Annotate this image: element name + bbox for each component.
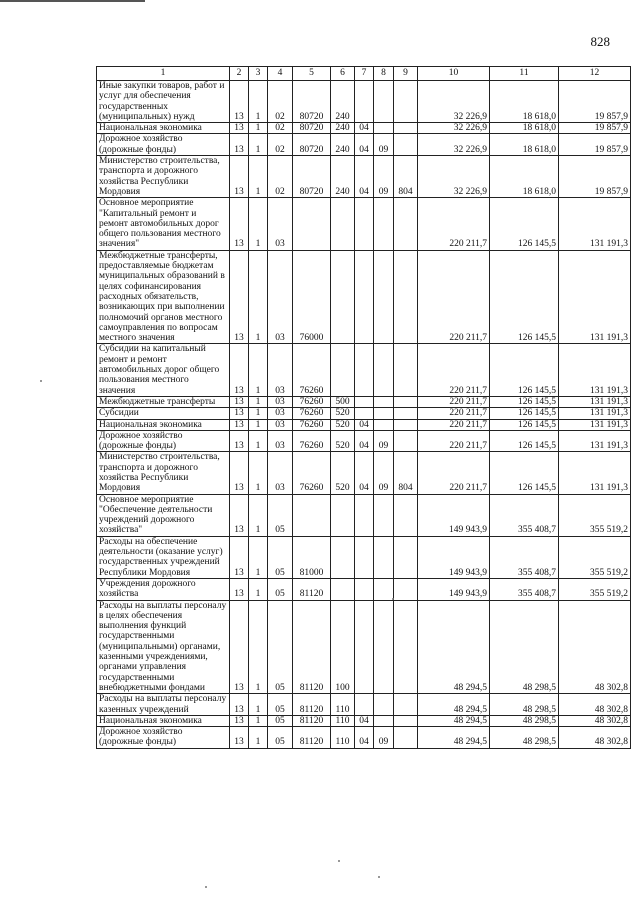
code-cell-9 <box>394 694 418 716</box>
code-cell-6 <box>331 578 355 600</box>
amount-cell-11: 18 618,0 <box>490 123 559 134</box>
row-name-cell: Расходы на обеспечение деятельности (оказание услуг) государственных учреждений Республики Мордовия <box>97 536 230 578</box>
code-cell-9 <box>394 536 418 578</box>
table-row <box>97 134 631 156</box>
amount-cell-11: 18 618,0 <box>490 156 559 198</box>
scan-edge-line <box>0 0 145 2</box>
amount-cell-12: 355 519,2 <box>559 578 631 600</box>
table-row <box>97 430 631 452</box>
code-cell-5: 76260 <box>293 344 331 396</box>
code-cell-6: 240 <box>331 81 355 123</box>
code-cell-4: 05 <box>268 694 293 716</box>
code-cell-6: 240 <box>331 134 355 156</box>
page-number: 828 <box>590 34 610 49</box>
amount-cell-11: 126 145,5 <box>490 452 559 494</box>
code-cell-3: 1 <box>249 600 268 694</box>
column-header-7: 7 <box>355 67 374 81</box>
code-cell-3: 1 <box>249 419 268 430</box>
code-cell-4: 02 <box>268 156 293 198</box>
table-row <box>97 715 631 726</box>
code-cell-9 <box>394 396 418 407</box>
amount-cell-11: 126 145,5 <box>490 419 559 430</box>
code-cell-2: 13 <box>230 123 249 134</box>
code-cell-8: 09 <box>374 727 394 749</box>
amount-cell-12: 48 302,8 <box>559 694 631 716</box>
code-cell-8 <box>374 250 394 344</box>
row-name-cell: Национальная экономика <box>97 419 230 430</box>
amount-cell-12: 19 857,9 <box>559 123 631 134</box>
code-cell-3: 1 <box>249 536 268 578</box>
column-header-6: 6 <box>331 67 355 81</box>
code-cell-5: 76260 <box>293 452 331 494</box>
code-cell-9 <box>394 600 418 694</box>
code-cell-5 <box>293 198 331 250</box>
code-cell-7: 04 <box>355 134 374 156</box>
amount-cell-12: 131 191,3 <box>559 419 631 430</box>
amount-cell-10: 220 211,7 <box>418 408 490 419</box>
amount-cell-12: 131 191,3 <box>559 408 631 419</box>
code-cell-3: 1 <box>249 578 268 600</box>
column-header-8: 8 <box>374 67 394 81</box>
amount-cell-11: 48 298,5 <box>490 694 559 716</box>
code-cell-2: 13 <box>230 344 249 396</box>
amount-cell-10: 220 211,7 <box>418 452 490 494</box>
row-name-cell: Дорожное хозяйство (дорожные фонды) <box>97 727 230 749</box>
table-row <box>97 494 631 536</box>
code-cell-2: 13 <box>230 452 249 494</box>
code-cell-5: 76260 <box>293 430 331 452</box>
code-cell-3: 1 <box>249 123 268 134</box>
row-name-cell: Национальная экономика <box>97 715 230 726</box>
code-cell-8 <box>374 694 394 716</box>
amount-cell-10: 149 943,9 <box>418 494 490 536</box>
amount-cell-12: 131 191,3 <box>559 396 631 407</box>
code-cell-2: 13 <box>230 81 249 123</box>
code-cell-4: 05 <box>268 536 293 578</box>
code-cell-9 <box>394 81 418 123</box>
amount-cell-10: 48 294,5 <box>418 600 490 694</box>
code-cell-2: 13 <box>230 430 249 452</box>
code-cell-7 <box>355 536 374 578</box>
code-cell-4: 02 <box>268 134 293 156</box>
row-name-cell: Межбюджетные трансферты <box>97 396 230 407</box>
code-cell-5: 81000 <box>293 536 331 578</box>
row-name-cell: Национальная экономика <box>97 123 230 134</box>
code-cell-7 <box>355 408 374 419</box>
table-row <box>97 396 631 407</box>
amount-cell-10: 149 943,9 <box>418 578 490 600</box>
code-cell-9: 804 <box>394 156 418 198</box>
column-header-11: 11 <box>490 67 559 81</box>
code-cell-9 <box>394 408 418 419</box>
amount-cell-11: 126 145,5 <box>490 408 559 419</box>
code-cell-8 <box>374 396 394 407</box>
amount-cell-12: 355 519,2 <box>559 494 631 536</box>
code-cell-9 <box>394 578 418 600</box>
scan-speck <box>392 598 394 600</box>
code-cell-4: 03 <box>268 452 293 494</box>
row-name-cell: Дорожное хозяйство (дорожные фонды) <box>97 430 230 452</box>
code-cell-9 <box>394 494 418 536</box>
column-header-2: 2 <box>230 67 249 81</box>
row-name-cell: Субсидии на капитальный ремонт и ремонт автомобильных дорог общего пользования местного значения <box>97 344 230 396</box>
table-row <box>97 250 631 344</box>
amount-cell-11: 355 408,7 <box>490 578 559 600</box>
amount-cell-12: 131 191,3 <box>559 198 631 250</box>
code-cell-4: 05 <box>268 600 293 694</box>
row-name-cell: Межбюджетные трансферты, предоставляемые бюджетам муниципальных образований в целях софинансирования расходных обязательств, возникающих при выполнении полномочий органов местного самоуправления по вопросам местного значения <box>97 250 230 344</box>
column-header-4: 4 <box>268 67 293 81</box>
code-cell-4: 05 <box>268 727 293 749</box>
table-row <box>97 536 631 578</box>
code-cell-5: 81120 <box>293 578 331 600</box>
table-row <box>97 344 631 396</box>
amount-cell-10: 32 226,9 <box>418 134 490 156</box>
code-cell-2: 13 <box>230 694 249 716</box>
amount-cell-10: 32 226,9 <box>418 156 490 198</box>
code-cell-4: 03 <box>268 396 293 407</box>
table-row <box>97 81 631 123</box>
code-cell-8: 09 <box>374 156 394 198</box>
code-cell-2: 13 <box>230 408 249 419</box>
table-row <box>97 452 631 494</box>
code-cell-6 <box>331 536 355 578</box>
code-cell-3: 1 <box>249 344 268 396</box>
table-row <box>97 694 631 716</box>
row-name-cell: Иные закупки товаров, работ и услуг для обеспечения государственных (муниципальных) нужд <box>97 81 230 123</box>
row-name-cell: Дорожное хозяйство (дорожные фонды) <box>97 134 230 156</box>
amount-cell-12: 19 857,9 <box>559 81 631 123</box>
code-cell-3: 1 <box>249 198 268 250</box>
code-cell-9 <box>394 344 418 396</box>
code-cell-8 <box>374 419 394 430</box>
code-cell-8 <box>374 408 394 419</box>
code-cell-8: 09 <box>374 430 394 452</box>
amount-cell-12: 131 191,3 <box>559 452 631 494</box>
code-cell-5: 81120 <box>293 727 331 749</box>
code-cell-2: 13 <box>230 578 249 600</box>
table-row <box>97 123 631 134</box>
code-cell-5: 80720 <box>293 134 331 156</box>
code-cell-3: 1 <box>249 134 268 156</box>
code-cell-5: 80720 <box>293 81 331 123</box>
table-row <box>97 419 631 430</box>
code-cell-7 <box>355 198 374 250</box>
code-cell-9 <box>394 430 418 452</box>
code-cell-5: 81120 <box>293 600 331 694</box>
code-cell-2: 13 <box>230 396 249 407</box>
code-cell-8 <box>374 578 394 600</box>
code-cell-7: 04 <box>355 452 374 494</box>
table-row <box>97 727 631 749</box>
code-cell-4: 03 <box>268 250 293 344</box>
code-cell-3: 1 <box>249 694 268 716</box>
code-cell-5: 76260 <box>293 419 331 430</box>
code-cell-2: 13 <box>230 727 249 749</box>
code-cell-3: 1 <box>249 250 268 344</box>
code-cell-9 <box>394 727 418 749</box>
code-cell-8 <box>374 715 394 726</box>
amount-cell-12: 19 857,9 <box>559 156 631 198</box>
code-cell-2: 13 <box>230 600 249 694</box>
amount-cell-11: 355 408,7 <box>490 494 559 536</box>
code-cell-8 <box>374 198 394 250</box>
row-name-cell: Министерство строительства, транспорта и дорожного хозяйства Республики Мордовия <box>97 452 230 494</box>
code-cell-3: 1 <box>249 727 268 749</box>
code-cell-2: 13 <box>230 134 249 156</box>
amount-cell-12: 48 302,8 <box>559 600 631 694</box>
table-row <box>97 198 631 250</box>
code-cell-6: 110 <box>331 715 355 726</box>
code-cell-4: 02 <box>268 123 293 134</box>
code-cell-2: 13 <box>230 156 249 198</box>
code-cell-7: 04 <box>355 156 374 198</box>
code-cell-6: 520 <box>331 419 355 430</box>
amount-cell-10: 149 943,9 <box>418 536 490 578</box>
amount-cell-10: 220 211,7 <box>418 396 490 407</box>
code-cell-2: 13 <box>230 536 249 578</box>
code-cell-2: 13 <box>230 715 249 726</box>
code-cell-6 <box>331 250 355 344</box>
table-row <box>97 600 631 694</box>
amount-cell-10: 32 226,9 <box>418 81 490 123</box>
code-cell-9 <box>394 715 418 726</box>
code-cell-9 <box>394 250 418 344</box>
code-cell-4: 03 <box>268 198 293 250</box>
amount-cell-11: 126 145,5 <box>490 250 559 344</box>
code-cell-9 <box>394 419 418 430</box>
code-cell-9: 804 <box>394 452 418 494</box>
amount-cell-11: 18 618,0 <box>490 81 559 123</box>
code-cell-3: 1 <box>249 408 268 419</box>
code-cell-5: 81120 <box>293 694 331 716</box>
amount-cell-12: 48 302,8 <box>559 727 631 749</box>
column-header-3: 3 <box>249 67 268 81</box>
code-cell-7: 04 <box>355 727 374 749</box>
amount-cell-10: 48 294,5 <box>418 727 490 749</box>
amount-cell-10: 48 294,5 <box>418 715 490 726</box>
code-cell-7 <box>355 494 374 536</box>
amount-cell-11: 126 145,5 <box>490 430 559 452</box>
code-cell-6: 520 <box>331 408 355 419</box>
amount-cell-10: 220 211,7 <box>418 419 490 430</box>
code-cell-4: 03 <box>268 430 293 452</box>
code-cell-9 <box>394 123 418 134</box>
code-cell-6 <box>331 494 355 536</box>
code-cell-6: 110 <box>331 694 355 716</box>
amount-cell-12: 355 519,2 <box>559 536 631 578</box>
amount-cell-11: 355 408,7 <box>490 536 559 578</box>
amount-cell-11: 126 145,5 <box>490 198 559 250</box>
column-header-10: 10 <box>418 67 490 81</box>
scan-speck <box>338 860 340 862</box>
row-name-cell: Учреждения дорожного хозяйства <box>97 578 230 600</box>
code-cell-4: 03 <box>268 408 293 419</box>
code-cell-7 <box>355 694 374 716</box>
table-row <box>97 156 631 198</box>
amount-cell-10: 220 211,7 <box>418 344 490 396</box>
code-cell-6: 500 <box>331 396 355 407</box>
code-cell-3: 1 <box>249 452 268 494</box>
table-header-row <box>97 67 631 81</box>
code-cell-6: 240 <box>331 123 355 134</box>
code-cell-4: 05 <box>268 715 293 726</box>
amount-cell-10: 48 294,5 <box>418 694 490 716</box>
code-cell-4: 05 <box>268 494 293 536</box>
code-cell-6: 240 <box>331 156 355 198</box>
column-header-5: 5 <box>293 67 331 81</box>
row-name-cell: Субсидии <box>97 408 230 419</box>
code-cell-3: 1 <box>249 81 268 123</box>
amount-cell-11: 48 298,5 <box>490 715 559 726</box>
code-cell-3: 1 <box>249 396 268 407</box>
row-name-cell: Расходы на выплаты персоналу в целях обеспечения выполнения функций государственными (муниципальными) органами, казенными учреждениями, органами управления государственными внебюджетными фондами <box>97 600 230 694</box>
amount-cell-12: 131 191,3 <box>559 250 631 344</box>
code-cell-6 <box>331 344 355 396</box>
code-cell-6: 520 <box>331 452 355 494</box>
code-cell-8 <box>374 344 394 396</box>
code-cell-5: 76260 <box>293 408 331 419</box>
code-cell-5 <box>293 494 331 536</box>
amount-cell-10: 32 226,9 <box>418 123 490 134</box>
scan-speck <box>205 886 207 888</box>
code-cell-5: 80720 <box>293 123 331 134</box>
code-cell-8: 09 <box>374 452 394 494</box>
amount-cell-10: 220 211,7 <box>418 198 490 250</box>
amount-cell-12: 131 191,3 <box>559 430 631 452</box>
scan-speck <box>378 876 380 878</box>
code-cell-7: 04 <box>355 123 374 134</box>
code-cell-9 <box>394 134 418 156</box>
code-cell-6 <box>331 198 355 250</box>
code-cell-8: 09 <box>374 134 394 156</box>
code-cell-8 <box>374 123 394 134</box>
code-cell-7: 04 <box>355 430 374 452</box>
code-cell-2: 13 <box>230 250 249 344</box>
code-cell-7 <box>355 250 374 344</box>
code-cell-4: 03 <box>268 344 293 396</box>
row-name-cell: Расходы на выплаты персоналу казенных учреждений <box>97 694 230 716</box>
code-cell-3: 1 <box>249 715 268 726</box>
amount-cell-10: 220 211,7 <box>418 250 490 344</box>
code-cell-7: 04 <box>355 715 374 726</box>
code-cell-8 <box>374 494 394 536</box>
code-cell-7: 04 <box>355 419 374 430</box>
amount-cell-12: 19 857,9 <box>559 134 631 156</box>
code-cell-6: 100 <box>331 600 355 694</box>
code-cell-8 <box>374 81 394 123</box>
code-cell-6: 110 <box>331 727 355 749</box>
code-cell-3: 1 <box>249 430 268 452</box>
table-row <box>97 578 631 600</box>
code-cell-7 <box>355 600 374 694</box>
column-header-9: 9 <box>394 67 418 81</box>
amount-cell-12: 48 302,8 <box>559 715 631 726</box>
code-cell-4: 02 <box>268 81 293 123</box>
code-cell-5: 76000 <box>293 250 331 344</box>
amount-cell-11: 18 618,0 <box>490 134 559 156</box>
code-cell-7 <box>355 81 374 123</box>
table-row <box>97 408 631 419</box>
row-name-cell: Основное мероприятие "Обеспечение деятельности учреждений дорожного хозяйства" <box>97 494 230 536</box>
row-name-cell: Министерство строительства, транспорта и дорожного хозяйства Республики Мордовия <box>97 156 230 198</box>
amount-cell-10: 220 211,7 <box>418 430 490 452</box>
amount-cell-11: 126 145,5 <box>490 344 559 396</box>
code-cell-7 <box>355 578 374 600</box>
code-cell-8 <box>374 600 394 694</box>
column-header-12: 12 <box>559 67 631 81</box>
code-cell-9 <box>394 198 418 250</box>
row-name-cell: Основное мероприятие "Капитальный ремонт и ремонт автомобильных дорог общего пользования местного значения" <box>97 198 230 250</box>
code-cell-8 <box>374 536 394 578</box>
code-cell-7 <box>355 396 374 407</box>
scan-speck <box>40 380 42 382</box>
code-cell-5: 81120 <box>293 715 331 726</box>
code-cell-3: 1 <box>249 494 268 536</box>
amount-cell-11: 126 145,5 <box>490 396 559 407</box>
amount-cell-11: 48 298,5 <box>490 727 559 749</box>
column-header-1: 1 <box>97 67 230 81</box>
code-cell-5: 76260 <box>293 396 331 407</box>
amount-cell-12: 131 191,3 <box>559 344 631 396</box>
code-cell-2: 13 <box>230 419 249 430</box>
code-cell-4: 05 <box>268 578 293 600</box>
amount-cell-11: 48 298,5 <box>490 600 559 694</box>
code-cell-2: 13 <box>230 198 249 250</box>
code-cell-2: 13 <box>230 494 249 536</box>
budget-table <box>96 66 631 749</box>
code-cell-4: 03 <box>268 419 293 430</box>
code-cell-5: 80720 <box>293 156 331 198</box>
code-cell-3: 1 <box>249 156 268 198</box>
code-cell-6: 520 <box>331 430 355 452</box>
code-cell-7 <box>355 344 374 396</box>
